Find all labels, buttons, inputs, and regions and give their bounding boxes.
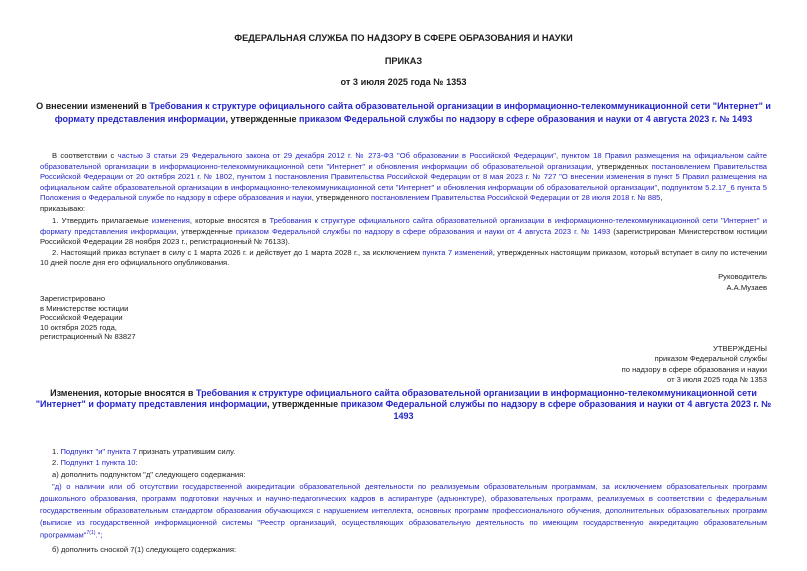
text-run: , утвержденного	[311, 193, 371, 202]
approved-line: приказом Федеральной службы	[654, 354, 767, 364]
doc-link[interactable]: подпунктом 5.2.17_6 пункта 5 Положения о Федеральной службе по надзору в сфере образования и науки	[40, 182, 767, 202]
text-run: а) дополнить подпунктом "д" следующего содержания:	[52, 469, 246, 479]
approved-line: УТВЕРЖДЕНЫ	[713, 344, 767, 353]
text-run: В соответствии с	[52, 151, 118, 160]
changes-item-2a	[40, 469, 767, 480]
registration-line: Зарегистрировано	[40, 294, 106, 303]
approved-line: от 3 июля 2025 года № 1353	[667, 374, 767, 384]
changes-item-2b	[40, 544, 767, 555]
order-item-1	[40, 216, 767, 248]
signer-name: А.А.Музаев	[726, 282, 767, 292]
signature-block	[40, 272, 767, 293]
agency-name: ФЕДЕРАЛЬНАЯ СЛУЖБА ПО НАДЗОРУ В СФЕРЕ ОБРАЗОВАНИЯ И НАУКИ	[234, 33, 573, 43]
text-run: 1. Утвердить прилагаемые	[52, 216, 152, 225]
doc-link[interactable]: "д) о наличии или об отсутствии государственной аккредитации образовательной деятельности по реализуемым образовательным программам, за исключением образовательных программ дошкольного образования, программ подготовки научных и научно-педагогических кадров в аспирантуре (адъюнктуре), образовательных программ, реализуемых в соответствии с федеральным государственным образовательным стандартом образования обучающихся с нарушением интеллекта, основных программ профессионального обучения, дополнительных образовательных программ (выписке из государственной информационной системы "Реестр организаций, осуществляющих образовательную деятельность по имеющим государственную аккредитацию образовательным программам"	[40, 482, 767, 540]
text-run: ,	[657, 182, 662, 192]
text-run: 2.	[52, 458, 61, 468]
doc-link[interactable]: частью 3 статьи 29 Федерального закона от 29 декабря 2012 г. № 273-ФЗ "Об образовании в Российской Федерации", пунктом 18 Правил размещения на официальном сайте образовательной организации в информационно-телекоммуникационной сети "Интернет" и обновления информации об образовательной организации	[40, 151, 767, 171]
text-run: б) дополнить сноской 7(1) следующего содержания:	[52, 545, 237, 555]
doc-link[interactable]: Подпункт "и" пункта 7	[60, 447, 137, 456]
approved-block	[40, 344, 767, 385]
doc-link[interactable]: пунктом 1 постановления Правительства Российской Федерации от 8 мая 2023 г. № 727 "О внесении изменения в пункт 5 Правил размещения на официальном сайте образовательной организации в информационно-телекоммуникационной сети "Интернет" и обновления информации об образовательной организации"	[40, 172, 767, 192]
registration-line: регистрационный № 83827	[40, 332, 136, 342]
text-run: признать утратившим силу.	[136, 447, 236, 456]
changes-new-subparagraph	[40, 481, 767, 542]
text-run: :	[135, 458, 138, 468]
text-run: , которые вносятся в	[189, 216, 270, 225]
doc-link[interactable]: постановлением Правительства Российской Федерации от 20 октября 2021 г. № 1802	[40, 161, 767, 181]
registration-line: 10 октября 2025 года,	[40, 322, 117, 332]
text-run: ,	[660, 193, 663, 202]
document-title	[32, 100, 775, 126]
text-run: ,	[232, 172, 238, 181]
signer-position: Руководитель	[718, 272, 767, 281]
doc-link[interactable]: приказом Федеральной службы по надзору в сфере образования и науки от 4 августа 2023 г. № 1493	[340, 399, 772, 421]
text-run: , утвержденные	[267, 399, 341, 410]
registration-block	[40, 294, 767, 342]
doc-link[interactable]: постановлением Правительства Российской Федерации от 28 июля 2018 г. № 885	[370, 193, 661, 202]
doc-link[interactable]: приказом Федеральной службы по надзору в сфере образования и науки от 4 августа 2023 г. № 1493	[235, 226, 611, 236]
text-run: Изменения, которые вносятся в	[50, 388, 196, 398]
document-date-number: от 3 июля 2025 года № 1353	[340, 77, 467, 87]
document-type: ПРИКАЗ	[384, 56, 423, 66]
text-run: , утвержденных настоящим приказом, который вступает в силу по истечении 10 дней после дня его официального опубликования.	[40, 247, 767, 267]
doc-link[interactable]: Подпункт 1 пункта 10	[60, 458, 136, 468]
changes-item-1	[40, 446, 767, 457]
approved-line: по надзору в сфере образования и науки	[621, 364, 767, 374]
text-run: 2. Настоящий приказ вступает в силу с 1 марта 2026 г. и действует до 1 марта 2028 г., за исключением	[52, 247, 423, 257]
registration-line: Российской Федерации	[40, 313, 123, 323]
text-run: , утвержденные	[176, 226, 236, 236]
text-run: , утвержденные	[225, 114, 300, 124]
text-run: , утвержденных	[591, 161, 652, 171]
doc-link[interactable]: Требования к структуре официального сайта образовательной организации в информационно-телекоммуникационной сети "Интернет" и формату представления информации	[35, 388, 757, 410]
preamble-paragraph	[40, 151, 767, 204]
doc-link[interactable]: Требования к структуре официального сайта образовательной организации в информационно-телекоммуникационной сети "Интернет" и формату представления информации	[54, 101, 771, 124]
changes-title	[34, 388, 773, 422]
doc-link[interactable]: пункта 7 изменений	[422, 247, 493, 257]
preamble-section	[40, 151, 767, 214]
text-run: (зарегистрирован Министерством юстиции Российской Федерации 28 ноября 2023 г., регистрационный № 76133).	[40, 226, 767, 246]
doc-link[interactable]: 7(1)	[86, 530, 96, 537]
registration-line: в Министерстве юстиции	[40, 303, 129, 313]
order-items-section	[40, 216, 767, 269]
text-run: О внесении изменений в	[36, 101, 150, 111]
doc-link[interactable]: Требования к структуре официального сайта образовательной организации в информационно-телекоммуникационной сети "Интернет" и формату представления информации	[40, 216, 767, 236]
doc-link[interactable]: .";	[95, 530, 103, 540]
doc-link[interactable]: приказом Федеральной службы по надзору в сфере образования и науки от 4 августа 2023 г. № 1493	[299, 114, 753, 124]
text-run: 1.	[52, 447, 61, 456]
changes-section	[40, 446, 767, 556]
changes-item-2	[40, 457, 767, 468]
doc-link[interactable]: изменения	[151, 216, 190, 225]
decree-word: приказываю:	[40, 203, 86, 213]
order-item-2	[40, 248, 767, 269]
